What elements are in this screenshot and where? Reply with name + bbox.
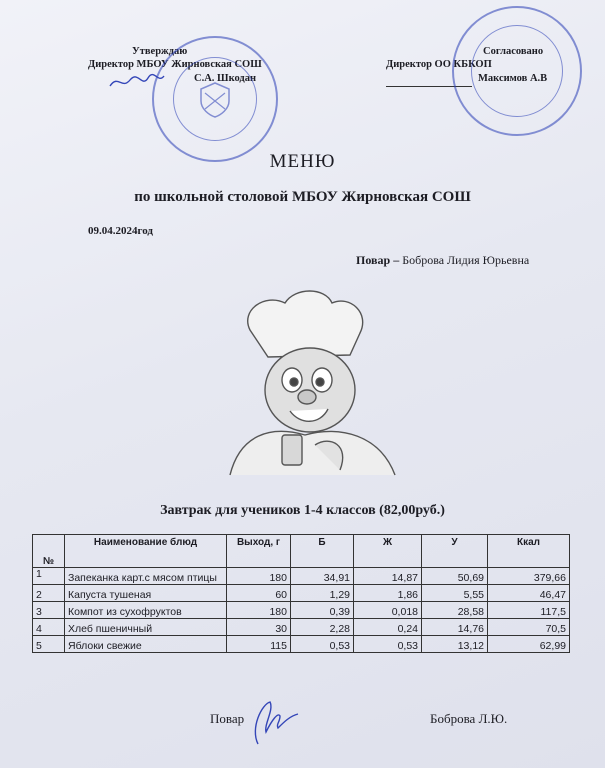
cell-kcal: 117,5 [488,602,570,619]
cell-protein: 2,28 [291,619,354,636]
table-row [33,585,570,602]
cell-dish: Яблоки свежие [65,636,227,653]
cell-kcal: 379,66 [488,568,570,585]
official-seal-icon [152,36,278,162]
cell-number: 1 [33,568,65,585]
cell-fat: 0,24 [354,619,422,636]
menu-table [32,534,570,653]
column-header: Ккал [488,535,570,568]
column-header: № [33,535,65,568]
cell-protein: 1,29 [291,585,354,602]
cell-yield: 30 [227,619,291,636]
cell-fat: 14,87 [354,568,422,585]
footer-cook-label: Повар [210,711,245,726]
cell-dish: Хлеб пшеничный [65,619,227,636]
cell-kcal: 46,47 [488,585,570,602]
column-header: Б [291,535,354,568]
cell-carbs: 13,12 [422,636,488,653]
cell-yield: 115 [227,636,291,653]
cell-kcal: 70,5 [488,619,570,636]
cell-protein: 34,91 [291,568,354,585]
official-seal-icon [452,6,582,136]
cell-carbs: 5,55 [422,585,488,602]
cell-dish: Капуста тушеная [65,585,227,602]
table-row [33,619,570,636]
approval-left-line1: Утверждаю [132,46,188,57]
column-header: У [422,535,488,568]
table-row [33,636,570,653]
cell-fat: 0,018 [354,602,422,619]
table-header-row [33,535,570,568]
column-header: Выход, г [227,535,291,568]
cell-number: 5 [33,636,65,653]
footer-cook-name: Боброва Л.Ю. [430,711,508,726]
cell-protein: 0,53 [291,636,354,653]
cell-protein: 0,39 [291,602,354,619]
column-header: Наименование блюд [65,535,227,568]
cook-label: Повар – [356,253,400,267]
approval-left-line3: С.А. Шкодан [194,73,257,84]
cook-name: Боброва Лидия Юрьевна [402,253,530,267]
table-row [33,602,570,619]
approval-right-line1: Согласовано [483,46,544,57]
cell-yield: 180 [227,602,291,619]
column-header: Ж [354,535,422,568]
cell-fat: 1,86 [354,585,422,602]
table-row [33,568,570,585]
menu-date: 09.04.2024год [88,225,153,237]
approval-left-line2: Директор МБОУ Жирновская СОШ [88,59,262,70]
cook-line [356,253,529,268]
cell-carbs: 14,76 [422,619,488,636]
meal-title: Завтрак для учеников 1-4 классов (82,00руб.) [160,503,445,518]
cell-number: 2 [33,585,65,602]
page-title: МЕНЮ [269,151,336,172]
cell-yield: 180 [227,568,291,585]
cell-carbs: 28,58 [422,602,488,619]
cell-carbs: 50,69 [422,568,488,585]
approval-right-line2: Директор ОО КБКОП [386,59,492,70]
cell-dish: Компот из сухофруктов [65,602,227,619]
cell-kcal: 62,99 [488,636,570,653]
cell-number: 3 [33,602,65,619]
cell-number: 4 [33,619,65,636]
cell-dish: Запеканка карт.с мясом птицы [65,568,227,585]
cell-fat: 0,53 [354,636,422,653]
cell-yield: 60 [227,585,291,602]
approval-right-line3: Максимов А.В [478,73,548,84]
signature-icon [240,698,302,748]
page-subtitle: по школьной столовой МБОУ Жирновская СОШ [134,189,471,205]
chef-illustration-icon [210,285,420,485]
